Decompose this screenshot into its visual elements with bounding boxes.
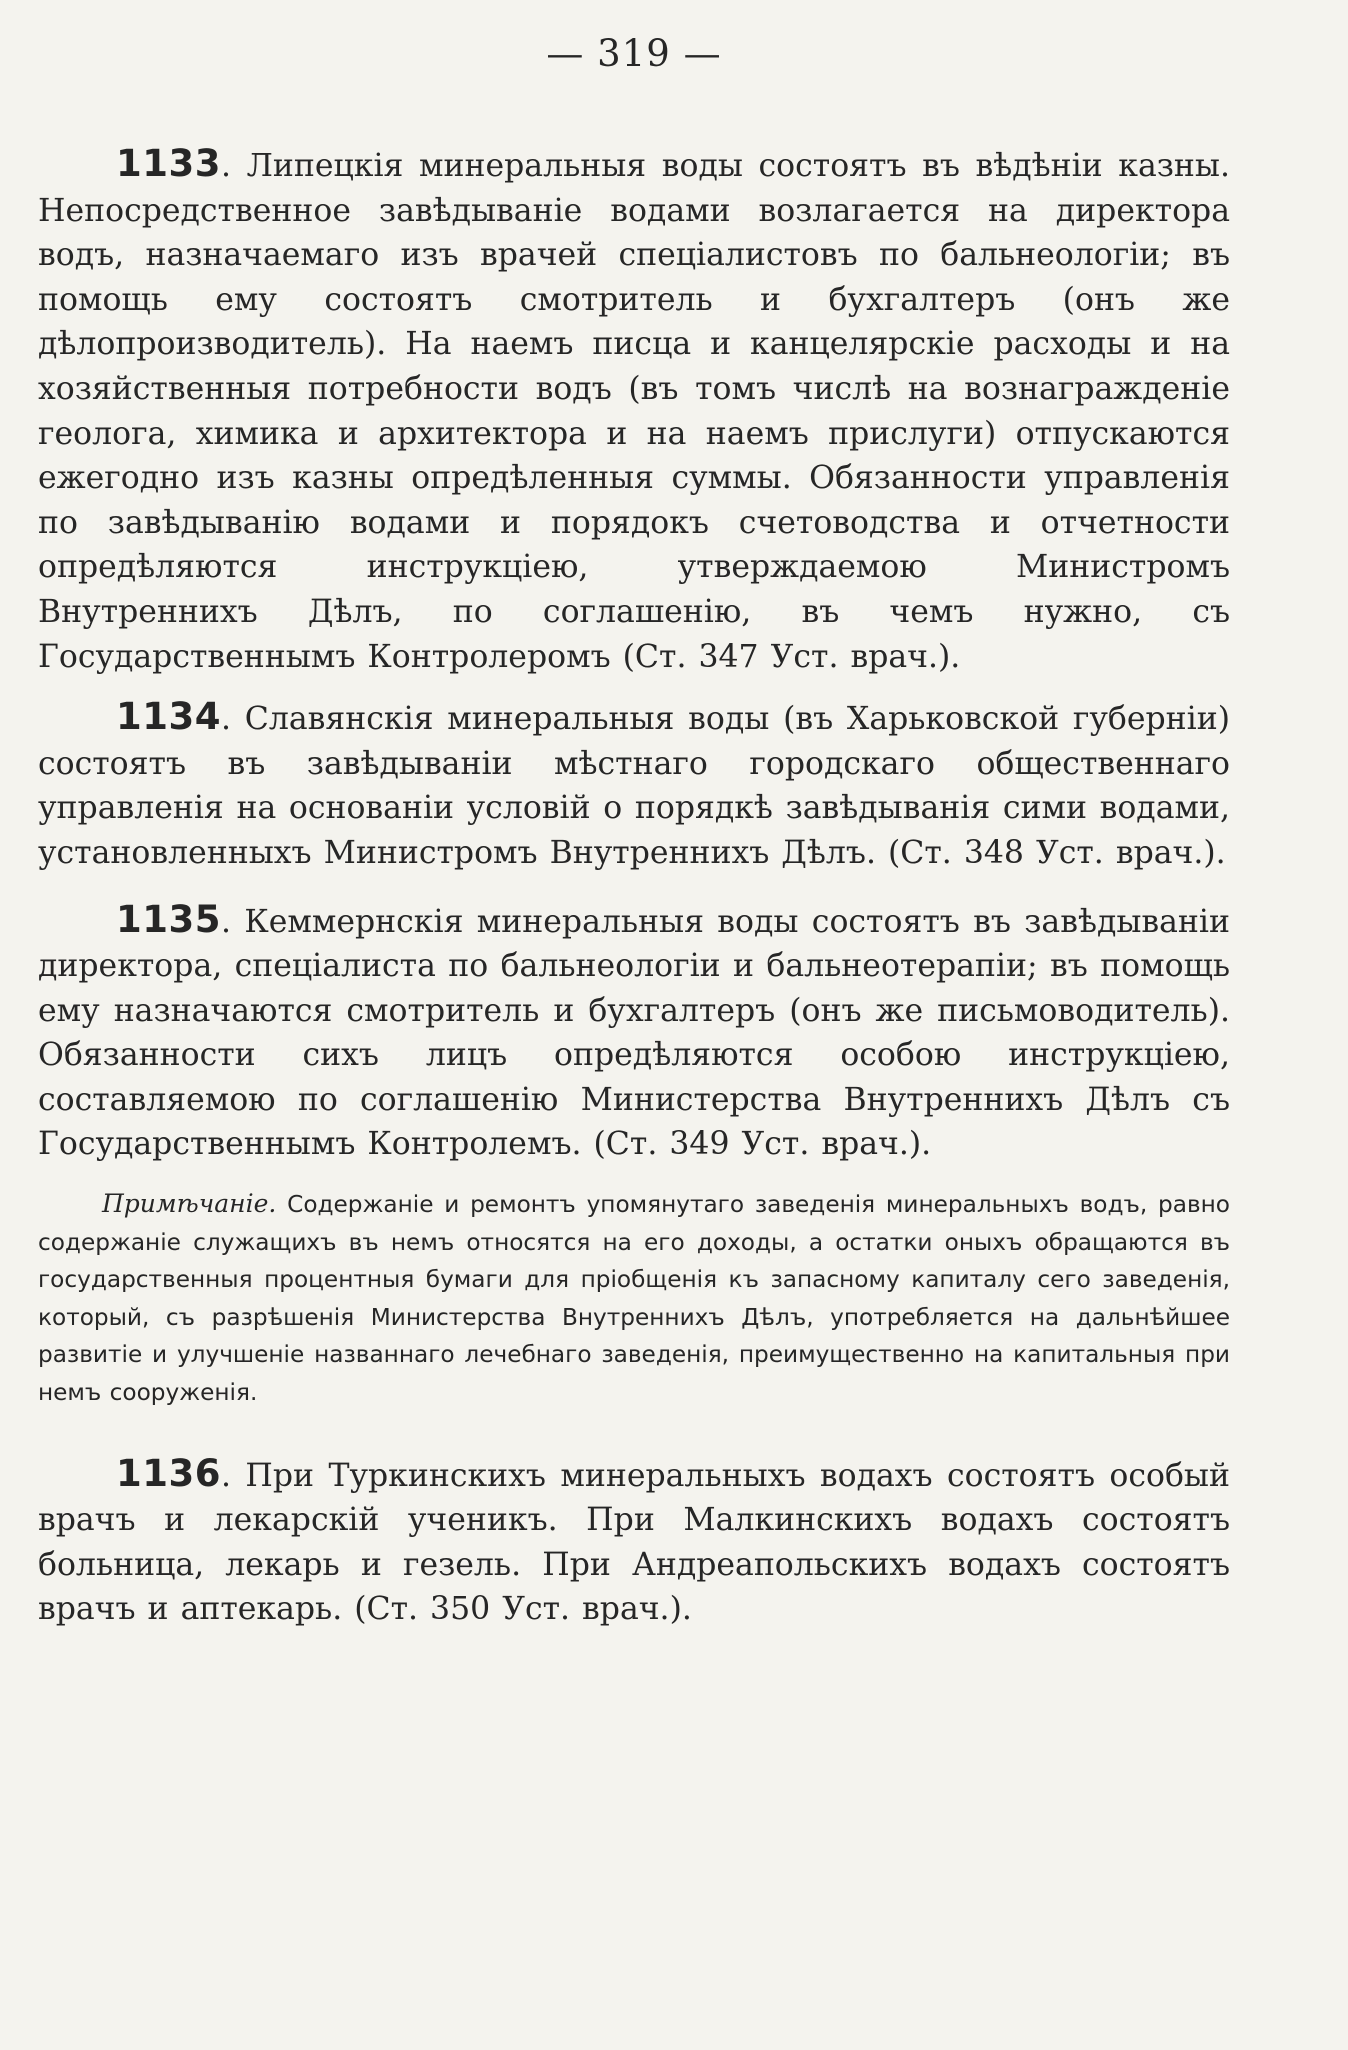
article-number: 1134 — [116, 695, 221, 739]
article-number: 1133 — [116, 142, 221, 185]
note-label: Примѣчаніе. — [102, 1189, 277, 1219]
article-text: . Липецкія минеральныя воды состоятъ въ вѣдѣніи казны. Непосредственное завѣдываніе водами возлагается на директора водъ, назначаемаго изъ врачей спеціалистовъ по бальнеологіи; въ помощь ему состоятъ смотритель и бухгалтеръ (онъ же дѣлопроизводитель). На наемъ писца и канцелярскіе расходы и на хозяйственныя потребности водъ (въ томъ числѣ на вознагражденіе геолога, химика и архитектора и на наемъ прислуги) отпускаются ежегодно изъ казны опредѣленныя суммы. Обязанности управленія по завѣдыванію водами и порядокъ счетоводства и отчетности опредѣляются инструкціею, утверждаемою Министромъ Внутреннихъ Дѣлъ, по соглашенію, въ чемъ нужно, съ Государственнымъ Контролеромъ (Ст. 347 Уст. врач.). — [38, 148, 1230, 675]
article-number: 1135 — [116, 897, 221, 941]
page-number: — 319 — — [546, 32, 722, 75]
note-text: Содержаніе и ремонтъ упомянутаго заведенія минеральныхъ водъ, равно содержаніе служащихъ въ немъ относятся на его доходы, а остатки оныхъ обращаются въ государственныя процентныя бумаги для пріобщенія къ запасному капиталу сего заведенія, который, съ разрѣшенія Министерства Внутреннихъ Дѣлъ, употребляется на дальнѣйшее развитіе и улучшеніе названнаго лечебнаго заведенія, преимущественно на капитальныя при немъ сооруженія. — [38, 1191, 1230, 1407]
article-1136 — [38, 1452, 1230, 1632]
article-text: . При Туркинскихъ минеральныхъ водахъ состоятъ особый врачъ и лекарскій ученикъ. При Малкинскихъ водахъ состоятъ больница, лекарь и гезель. При Андреапольскихъ водахъ состоятъ врачъ и аптекарь. (Ст. 350 Уст. врач.). — [38, 1457, 1230, 1628]
article-1135 — [38, 898, 1230, 1168]
article-text: . Славянскія минеральныя воды (въ Харьковской губерніи) состоятъ въ завѣдываніи мѣстнаго городскаго общественнаго управленія на основаніи условій о порядкѣ завѣдыванія сими водами, установленныхъ Министромъ Внутреннихъ Дѣлъ. (Ст. 348 Уст. врач.). — [38, 701, 1230, 871]
article-number: 1136 — [116, 1451, 221, 1495]
article-text: . Кеммернскія минеральныя воды состоятъ въ завѣдываніи директора, спеціалиста по бальнеологіи и бальнеотерапіи; въ помощь ему назначаются смотритель и бухгалтеръ (онъ же письмоводитель). Обязанности сихъ лицъ опредѣляются особою инструкціею, составляемою по соглашенію Министерства Внутреннихъ Дѣлъ съ Государственнымъ Контролемъ. (Ст. 349 Уст. врач.). — [38, 903, 1230, 1163]
article-1133 — [38, 142, 1230, 679]
note-paragraph — [38, 1185, 1230, 1412]
article-1134 — [38, 695, 1230, 875]
